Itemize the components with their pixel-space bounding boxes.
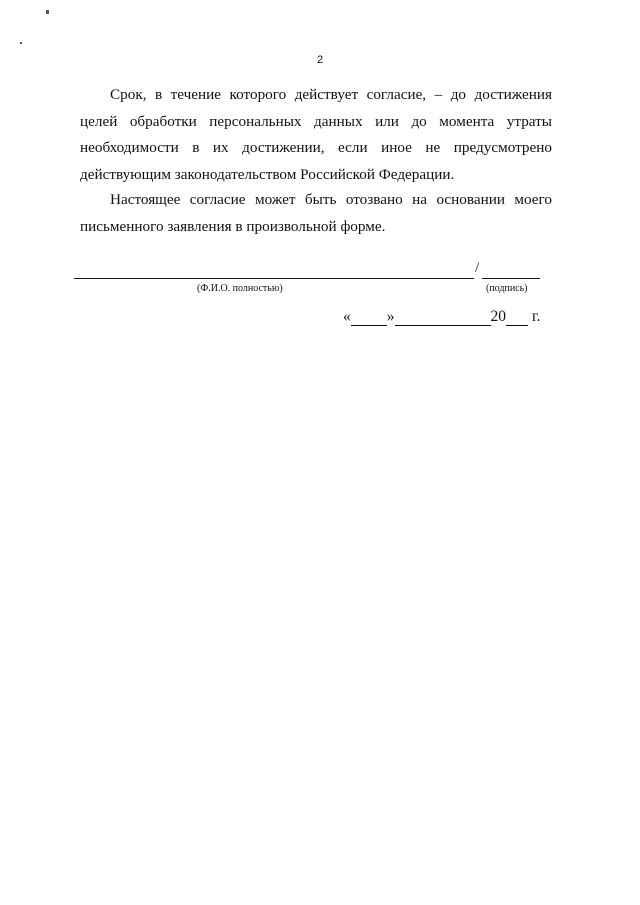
consent-term-paragraph: Срок, в течение которого действует согласие, – до достижения целей обработки персональных данных или до момента утраты необходимости в их достижении, если иное не предусмотрено действующим законодательством Российской Федерации. (80, 86, 552, 183)
signature-caption: (подпись) (486, 283, 528, 294)
fio-blank-line (74, 278, 474, 279)
scan-speck (46, 10, 49, 14)
year-suffix: г. (532, 308, 541, 325)
year-blank (506, 309, 528, 326)
scan-speck (20, 42, 22, 44)
month-blank (395, 309, 491, 326)
day-blank (351, 309, 387, 326)
signature-blank-line (482, 278, 540, 279)
date-line (343, 308, 540, 330)
open-quote: « (343, 308, 351, 325)
consent-revocation-paragraph: Настоящее согласие может быть отозвано на основании моего письменного заявления в произвольной форме. (80, 191, 552, 235)
close-quote: » (386, 308, 395, 325)
fio-caption: (Ф.И.О. полностью) (197, 283, 283, 294)
signature-separator: / (475, 260, 480, 276)
year-prefix: 20 (490, 308, 506, 325)
page-number: 2 (316, 54, 324, 66)
